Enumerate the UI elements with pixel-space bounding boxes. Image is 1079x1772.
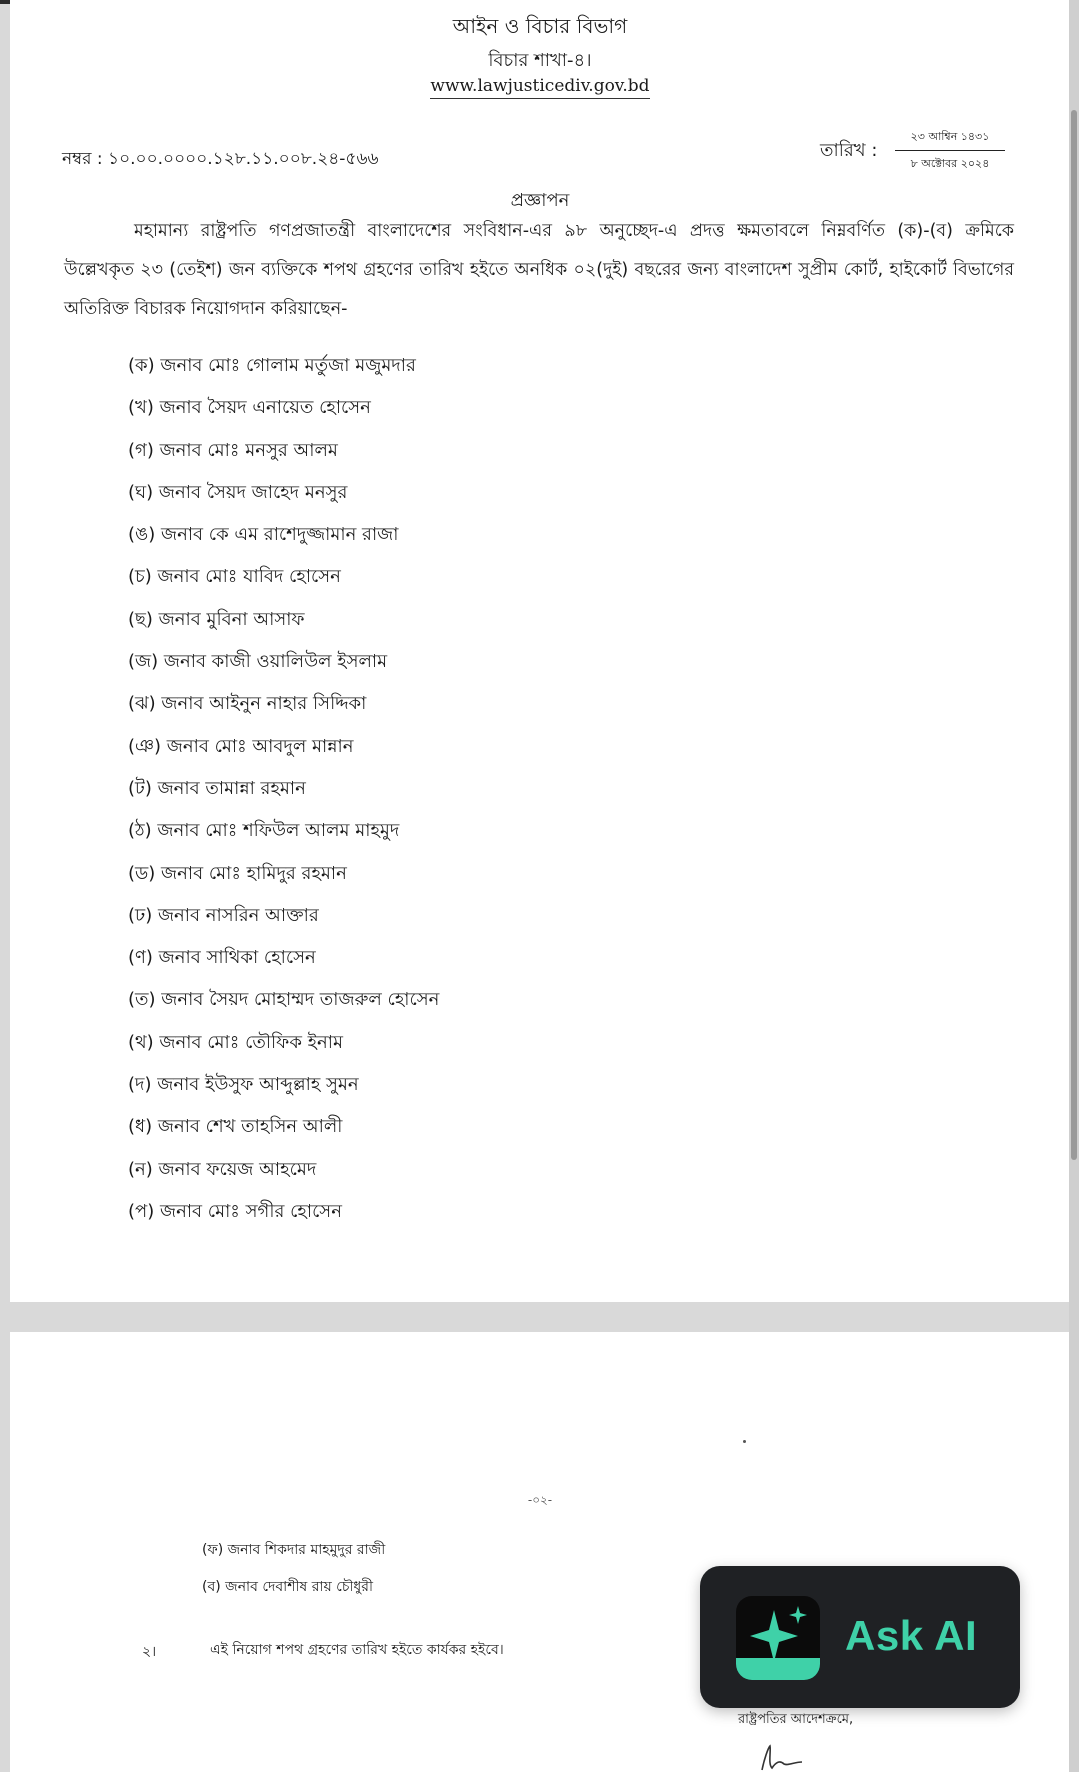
list-item: (ছ) জনাব মুবিনা আসাফ: [128, 608, 305, 630]
department-name: আইন ও বিচার বিভাগ: [452, 14, 628, 38]
list-item: (ড) জনাব মোঃ হামিদুর রহমান: [128, 862, 347, 884]
document-page-1: [10, 0, 1070, 1302]
website-link[interactable]: [10, 76, 1070, 96]
list-item: (ঙ) জনাব কে এম রাশেদুজ্জামান রাজা: [128, 524, 399, 546]
memo-number: নম্বর : ১০.০০.০০০০.১২৮.১১.০০৮.২৪-৫৬৬: [62, 149, 379, 169]
list-item: (ত) জনাব সৈয়দ মোহাম্মদ তাজরুল হোসেন: [128, 989, 440, 1011]
presidential-order-text: রাষ্ট্রপতির আদেশক্রমে,: [738, 1712, 854, 1727]
list-item: (ঞ) জনাব মোঃ আবদুল মান্নান: [128, 735, 354, 757]
list-item: (ব) জনাব দেবাশীষ রায় চৌধুরী: [202, 1579, 373, 1595]
page-number: -০২-: [527, 1493, 553, 1507]
list-item: (গ) জনাব মোঃ মনসুর আলম: [128, 439, 338, 461]
list-item: (থ) জনাব মোঃ তৌফিক ইনাম: [128, 1031, 343, 1053]
speck: [743, 1440, 746, 1443]
date-label: তারিখ :: [820, 140, 878, 161]
sparkle-icon: [736, 1596, 820, 1680]
list-item: (ফ) জনাব শিকদার মাহমুদুর রাজী: [202, 1542, 386, 1558]
list-item: (ঝ) জনাব আইনুন নাহার সিদ্দিকা: [128, 693, 367, 715]
date-bangla: ২৩ আশ্বিন ১৪৩১: [895, 128, 1005, 151]
list-item: (ট) জনাব তামান্না রহমান: [128, 777, 306, 799]
list-item: (ঢ) জনাব নাসরিন আক্তার: [128, 904, 319, 926]
notification-paragraph: মহামান্য রাষ্ট্রপতি গণপ্রজাতন্ত্রী বাংলাদেশের সংবিধান-এর ৯৮ অনুচ্ছেদ-এ প্রদত্ত ক্ষমতাবলে নিম্নবর্ণিত (ক)-(ব) ক্রমিকে উল্লেখকৃত ২৩ (তেইশ) জন ব্যক্তিকে শপথ গ্রহণের তারিখ হইতে অনধিক ০২(দুই) বছরের জন্য বাংলাদেশ সুপ্রীম কোর্ট, হাইকোর্ট বিভাগের অতিরিক্ত বিচারক নিয়োগদান করিয়াছেন-: [64, 221, 1014, 319]
date-english: ৮ অক্টোবর ২০২৪: [910, 157, 990, 170]
list-item: (ধ) জনাব শেখ তাহসিন আলী: [128, 1116, 343, 1138]
appointee-list: [128, 345, 439, 1233]
signature: [758, 1742, 828, 1772]
list-item: (চ) জনাব মোঃ যাবিদ হোসেন: [128, 566, 341, 588]
appointee-list-continued: [202, 1532, 385, 1606]
vertical-scrollbar[interactable]: [1069, 0, 1079, 1772]
notification-title: প্রজ্ঞাপন: [510, 190, 570, 211]
scrollbar-thumb[interactable]: [1071, 110, 1077, 1160]
website-text[interactable]: www.lawjusticediv.gov.bd: [430, 76, 649, 99]
list-item: (ঘ) জনাব সৈয়দ জাহেদ মনসুর: [128, 481, 348, 503]
date-block: [895, 128, 1005, 174]
branch-name: বিচার শাখা-৪।: [488, 50, 592, 71]
ask-ai-button[interactable]: [700, 1566, 1020, 1708]
list-item: (খ) জনাব সৈয়দ এনায়েত হোসেন: [128, 397, 371, 419]
list-item: (ক) জনাব মোঃ গোলাম মর্তুজা মজুমদার: [128, 355, 416, 376]
list-item: (দ) জনাব ইউসুফ আব্দুল্লাহ সুমন: [128, 1074, 359, 1096]
list-item: (প) জনাব মোঃ সগীর হোসেন: [128, 1200, 342, 1222]
list-item: (ন) জনাব ফয়েজ আহমেদ: [128, 1158, 317, 1180]
list-item: (ঠ) জনাব মোঃ শফিউল আলম মাহমুদ: [128, 820, 400, 842]
ask-ai-label[interactable]: Ask AI: [845, 1612, 978, 1659]
list-item: (জ) জনাব কাজী ওয়ালিউল ইসলাম: [128, 651, 388, 673]
section-text: এই নিয়োগ শপথ গ্রহণের তারিখ হইতে কার্যকর হইবে।: [210, 1642, 504, 1658]
list-item: (ণ) জনাব সাথিকা হোসেন: [128, 947, 316, 969]
section-number: ২।: [142, 1644, 157, 1660]
